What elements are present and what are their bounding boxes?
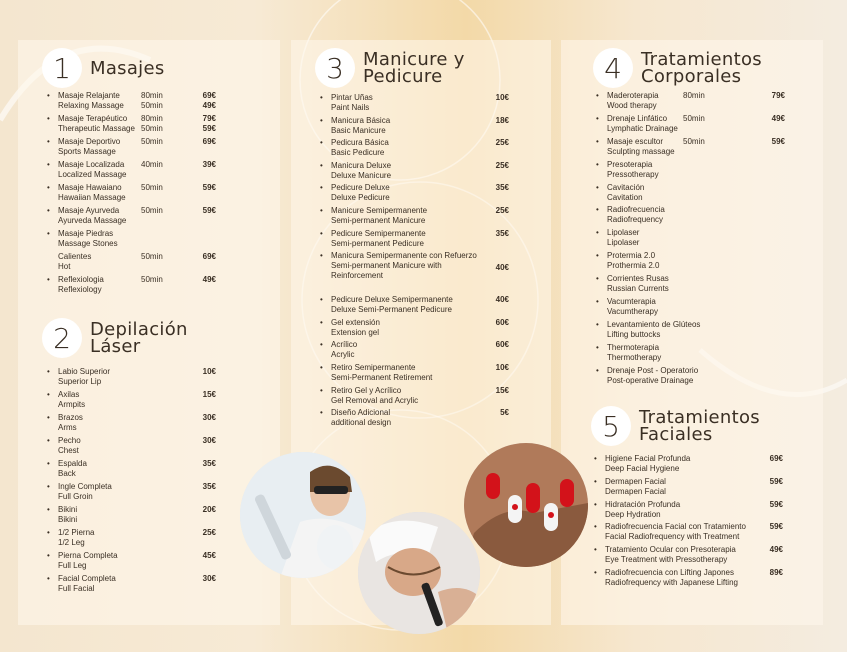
item-name-es: • Pedicure Deluxe Semipermanente (331, 295, 453, 305)
title-line1: Manicure y (363, 49, 465, 70)
item-price: 25€ (495, 160, 509, 170)
item-name-es: • Pedicure Semipermanente (331, 228, 426, 238)
section-corporales-header (593, 48, 762, 88)
item-name-es: • Masaje Hawaiano (58, 183, 122, 192)
item-name-en: Bikini (58, 515, 78, 524)
facial-photo-illustration (358, 512, 480, 634)
manicure-item (319, 295, 509, 318)
item-price: 69€ (202, 91, 216, 100)
item-name-es: • Thermoterapia (607, 342, 660, 352)
item-name-es: • Higiene Facial Profunda (605, 454, 691, 463)
item-duration: 50min (141, 275, 163, 284)
item-name-en: Eye Treatment with Pressotherapy (605, 555, 728, 565)
item-name-es: • Ingle Completa (58, 482, 112, 491)
item-name-en: Prothermia 2.0 (607, 261, 660, 271)
manicure-item (319, 183, 509, 206)
item-price: 40€ (495, 295, 509, 305)
item-name-es: • Pedicure Deluxe (331, 183, 390, 193)
item-name-en: Basic Manicure (331, 125, 386, 135)
item-name-en: Thermotherapy (607, 352, 662, 362)
item-name-en: Full Facial (58, 584, 95, 593)
panel-left (18, 40, 280, 625)
item-name-es: • Retiro Gel y Acrílico (331, 385, 402, 395)
item-price: 30€ (202, 574, 216, 583)
item-name-en: Facial Radiofrequency with Treatment (605, 532, 740, 542)
item-name-en: Superior Lip (58, 377, 102, 386)
masaje-item (46, 275, 226, 298)
title-line2: Corporales (641, 66, 742, 87)
item-name-es: • Manicura Deluxe (331, 160, 392, 170)
item-name-es: • Radiofrecuencia con Lifting Japones (605, 567, 734, 577)
laser-photo-illustration (240, 452, 366, 578)
item-name-es: • Axilas (58, 390, 80, 399)
corporal-item (595, 183, 795, 206)
item-name-en: additional design (331, 418, 392, 428)
item-price: 69€ (202, 252, 216, 261)
title-line1: Tratamientos (641, 49, 762, 70)
section-number: 2 (42, 318, 82, 358)
title-line2: Láser (90, 336, 141, 357)
item-price: 69€ (769, 454, 783, 463)
item-duration: 50min (141, 252, 163, 261)
facial-item (593, 522, 795, 545)
item-duration: 80min (683, 91, 705, 100)
item-name-es: • Manicura Semipermanente con Refuerzo (331, 251, 477, 261)
item-name-en: Dermapen Facial (605, 486, 666, 496)
item-name-es: • Manicure Semipermanente (331, 205, 428, 215)
manicure-item (319, 363, 509, 386)
item-name-en: Arms (58, 423, 77, 432)
section-depilacion-header (42, 318, 188, 358)
section-title (641, 51, 762, 85)
item-name-es: • Radiofrecuencia Facial con Tratamiento (605, 522, 746, 532)
section-number: 1 (42, 48, 82, 88)
item-name-en: Post-operative Drainage (607, 375, 694, 385)
item-name-es: • Presoterapia (607, 159, 653, 169)
item-price: 25€ (202, 528, 216, 537)
item-duration: 50min (683, 136, 705, 146)
corporal-item (595, 205, 795, 228)
item-duration: 80min (141, 91, 163, 100)
depilacion-item (46, 505, 226, 528)
item-name-en: Therapeutic Massage (58, 124, 135, 133)
item-duration: 80min (141, 114, 163, 123)
section-faciales-header (591, 406, 760, 446)
masaje-item (46, 160, 226, 183)
manicure-item (319, 251, 509, 295)
section-title: Masajes (90, 57, 165, 79)
item-name-es: • Masaje Ayurveda (58, 206, 120, 215)
section-number: 4 (593, 48, 633, 88)
depilacion-list (46, 367, 226, 597)
depilacion-item (46, 482, 226, 505)
item-name-en: Semi-permanent Pedicure (331, 238, 424, 248)
corporal-item (595, 114, 795, 137)
corporal-item (595, 366, 795, 389)
depilacion-item (46, 436, 226, 459)
manicure-item (319, 340, 509, 363)
item-name-es: • Masaje Deportivo (58, 137, 121, 146)
item-name-en: Hot (58, 262, 71, 271)
item-name-es: • 1/2 Pierna (58, 528, 95, 537)
item-name-en: Cavitation (607, 192, 643, 202)
item-name-en: Lifting buttocks (607, 329, 661, 339)
item-name-en: Full Groin (58, 492, 93, 501)
item-price: 30€ (202, 436, 216, 445)
masaje-item (46, 252, 226, 275)
item-name-en: Lipolaser (607, 238, 640, 248)
item-price: 79€ (202, 114, 216, 123)
item-name-en: Russian Currents (607, 284, 669, 294)
masaje-item (46, 206, 226, 229)
item-name-es: • Acrílico (331, 340, 358, 350)
corporal-item (595, 251, 795, 274)
item-price: 25€ (495, 205, 509, 215)
item-name-en: Semi-permanent Manicure with (331, 261, 442, 271)
item-name-en: Full Leg (58, 561, 87, 570)
item-price: 10€ (495, 93, 509, 102)
item-name-es: • Pecho (58, 436, 81, 445)
item-name-en: Back (58, 469, 76, 478)
item-price: 49€ (202, 101, 216, 110)
item-duration: 50min (141, 124, 163, 133)
manicure-item (319, 386, 509, 409)
faciales-list (593, 454, 795, 591)
item-price: 59€ (202, 124, 216, 133)
item-name-es: • Masaje Relajante (58, 91, 120, 100)
item-duration: 50min (141, 101, 163, 110)
item-name-es: • Masaje escultor (607, 136, 664, 146)
item-price: 35€ (202, 482, 216, 491)
item-price: 35€ (202, 459, 216, 468)
facial-item (593, 500, 795, 523)
item-name-en: Deep Facial Hygiene (605, 464, 680, 473)
item-price: 40€ (495, 263, 509, 273)
item-price: 49€ (771, 113, 785, 123)
item-price: 18€ (495, 115, 509, 125)
item-name-es: • Pintar Uñas (331, 93, 373, 102)
item-name-en: Paint Nails (331, 103, 370, 112)
section-title (639, 409, 760, 443)
item-name-en: Acrylic (331, 350, 355, 360)
item-price: 30€ (202, 413, 216, 422)
masaje-item (46, 137, 226, 160)
item-price: 45€ (202, 551, 216, 560)
title-line2: Faciales (639, 424, 713, 445)
item-price: 79€ (771, 91, 785, 100)
item-name-en: Pressotherapy (607, 169, 659, 179)
item-price: 60€ (495, 340, 509, 350)
corporal-item (595, 274, 795, 297)
item-name-es: • Masaje Piedras (58, 229, 114, 238)
item-name-es: • Gel extensión (331, 317, 380, 327)
facial-treatment-photo (358, 512, 480, 634)
panel-right (561, 40, 823, 625)
item-duration: 50min (141, 183, 163, 192)
item-name-es: • Drenaje Post - Operatorio (607, 365, 699, 375)
item-name-es: • Vacumterapia (607, 297, 656, 307)
item-name-es: • Protermia 2.0 (607, 251, 656, 261)
item-name-en: Hawaiian Massage (58, 193, 126, 202)
nail-art-photo (464, 443, 588, 567)
depilacion-item (46, 367, 226, 390)
item-name-es: • Diseño Adicional (331, 408, 391, 418)
nails-photo-illustration (464, 443, 588, 567)
item-name-es: • Cavitación (607, 182, 645, 192)
item-name-en: Semi-permanent Manicure (331, 215, 426, 225)
manicure-item (319, 318, 509, 341)
corporal-item (595, 320, 795, 343)
item-name-es: • Masaje Localizada (58, 160, 125, 169)
item-name-en: Massage Stones (58, 239, 118, 248)
item-name-en: Semi-Permanent Retirement (331, 372, 433, 382)
item-name-es: • Tratamiento Ocular con Presoterapia (605, 545, 736, 555)
item-name-en: Radiofrequency with Japanese Lifting (605, 577, 738, 587)
item-price: 10€ (495, 362, 509, 372)
corporal-item (595, 297, 795, 320)
section-title (363, 51, 465, 85)
item-name-en: Ayurveda Massage (58, 216, 127, 225)
manicure-item (319, 206, 509, 229)
item-name-en: Deep Hydration (605, 509, 661, 519)
item-price: 20€ (202, 505, 216, 514)
item-name-es: • Espalda (58, 459, 87, 468)
title-line2: Pedicure (363, 66, 443, 87)
item-duration: 50min (141, 137, 163, 146)
item-name-en: Sports Massage (58, 147, 116, 156)
item-price: 25€ (495, 138, 509, 148)
item-name-es: • Masaje Terapéutico (58, 114, 128, 123)
item-price: 69€ (202, 137, 216, 146)
section-masajes-header (42, 48, 165, 88)
item-name-en: Relaxing Massage (58, 101, 124, 110)
manicure-item (319, 116, 509, 139)
item-name-es: • Levantamiento de Glúteos (607, 319, 701, 329)
item-price: 60€ (495, 317, 509, 327)
item-name-es: • Bikini (58, 505, 78, 514)
item-duration: 50min (683, 113, 705, 123)
item-price: 49€ (202, 275, 216, 284)
laser-treatment-photo (240, 452, 366, 578)
item-price: 89€ (769, 567, 783, 577)
item-price: 15€ (202, 390, 216, 399)
section-number: 3 (315, 48, 355, 88)
manicure-item (319, 161, 509, 184)
depilacion-item (46, 528, 226, 551)
item-price: 59€ (769, 476, 783, 486)
masaje-item (46, 91, 226, 114)
corporales-list (595, 91, 795, 389)
item-name-en: Deluxe Semi-Permanent Pedicure (331, 305, 452, 315)
item-price: 59€ (769, 522, 783, 532)
item-name-es: • Facial Completa (58, 574, 116, 583)
section-number: 5 (591, 406, 631, 446)
item-name-en: Vacumtherapy (607, 307, 658, 317)
facial-item (593, 545, 795, 568)
masaje-item (46, 114, 226, 137)
item-price: 49€ (769, 545, 783, 555)
masaje-item (46, 229, 226, 252)
item-name-en: Basic Pedicure (331, 148, 385, 158)
item-name-es: • Brazos (58, 413, 83, 422)
facial-item (593, 477, 795, 500)
item-name-es: • Manicura Básica (331, 115, 391, 125)
item-name-es: • Pierna Completa (58, 551, 118, 560)
item-name-en: Reflexiology (58, 285, 102, 294)
item-name-es: • Radiofrecuencia (607, 205, 665, 215)
section-manicure-header (315, 48, 465, 88)
item-price: 59€ (202, 183, 216, 192)
item-price: 39€ (202, 160, 216, 169)
item-price: 59€ (202, 206, 216, 215)
item-price: 5€ (500, 408, 509, 418)
item-duration: 40min (141, 160, 163, 169)
item-name-en: Armpits (58, 400, 86, 409)
item-name-es: • Dermapen Facial (605, 476, 666, 486)
item-duration: 50min (141, 206, 163, 215)
item-name-es: Calientes (58, 252, 92, 261)
manicure-list (319, 93, 509, 431)
item-price: 35€ (495, 183, 509, 193)
item-name-es: • Maderoterapia (607, 91, 659, 100)
item-name-es: • Drenaje Linfático (607, 113, 668, 123)
item-price: 15€ (495, 385, 509, 395)
item-name-es: • Retiro Semipermanente (331, 362, 416, 372)
item-name-es: • Hidratación Profunda (605, 499, 681, 509)
corporal-item (595, 137, 795, 160)
facial-item (593, 454, 795, 477)
masaje-item (46, 183, 226, 206)
item-name-es: • Corrientes Rusas (607, 274, 669, 284)
item-price: 10€ (202, 367, 216, 376)
item-name-en: Radiofrequency (607, 215, 664, 225)
item-name-en: 1/2 Leg (58, 538, 85, 547)
corporal-item (595, 91, 795, 114)
item-name-en: Wood therapy (607, 101, 657, 110)
item-name-en: Lymphatic Drainage (607, 123, 678, 133)
corporal-item (595, 343, 795, 366)
item-name-en: Deluxe Pedicure (331, 193, 390, 203)
depilacion-item (46, 459, 226, 482)
item-name-es: • Labio Superior (58, 367, 111, 376)
manicure-item (319, 408, 509, 431)
masajes-list (46, 91, 226, 298)
item-name-en: Gel Removal and Acrylic (331, 395, 419, 405)
item-name-en-cont: Reinforcement (331, 271, 384, 281)
corporal-item (595, 160, 795, 183)
item-name-en: Localized Massage (58, 170, 127, 179)
manicure-item (319, 229, 509, 252)
section-title (90, 321, 188, 355)
item-price: 59€ (769, 499, 783, 509)
corporal-item (595, 228, 795, 251)
item-name-en: Deluxe Manicure (331, 170, 392, 180)
manicure-item (319, 93, 509, 116)
item-name-es: • Pedicura Básica (331, 138, 389, 148)
title-line1: Tratamientos (639, 407, 760, 428)
depilacion-item (46, 574, 226, 597)
manicure-item (319, 138, 509, 161)
item-price: 59€ (771, 136, 785, 146)
facial-item (593, 568, 795, 591)
item-name-en: Extension gel (331, 327, 380, 337)
depilacion-item (46, 551, 226, 574)
item-name-en: Chest (58, 446, 79, 455)
title-line1: Depilación (90, 319, 188, 340)
depilacion-item (46, 390, 226, 413)
item-price: 35€ (495, 228, 509, 238)
item-name-es: • Lipolaser (607, 228, 640, 238)
depilacion-item (46, 413, 226, 436)
item-name-es: • Reflexiologia (58, 275, 104, 284)
item-name-en: Sculpting massage (607, 146, 675, 156)
